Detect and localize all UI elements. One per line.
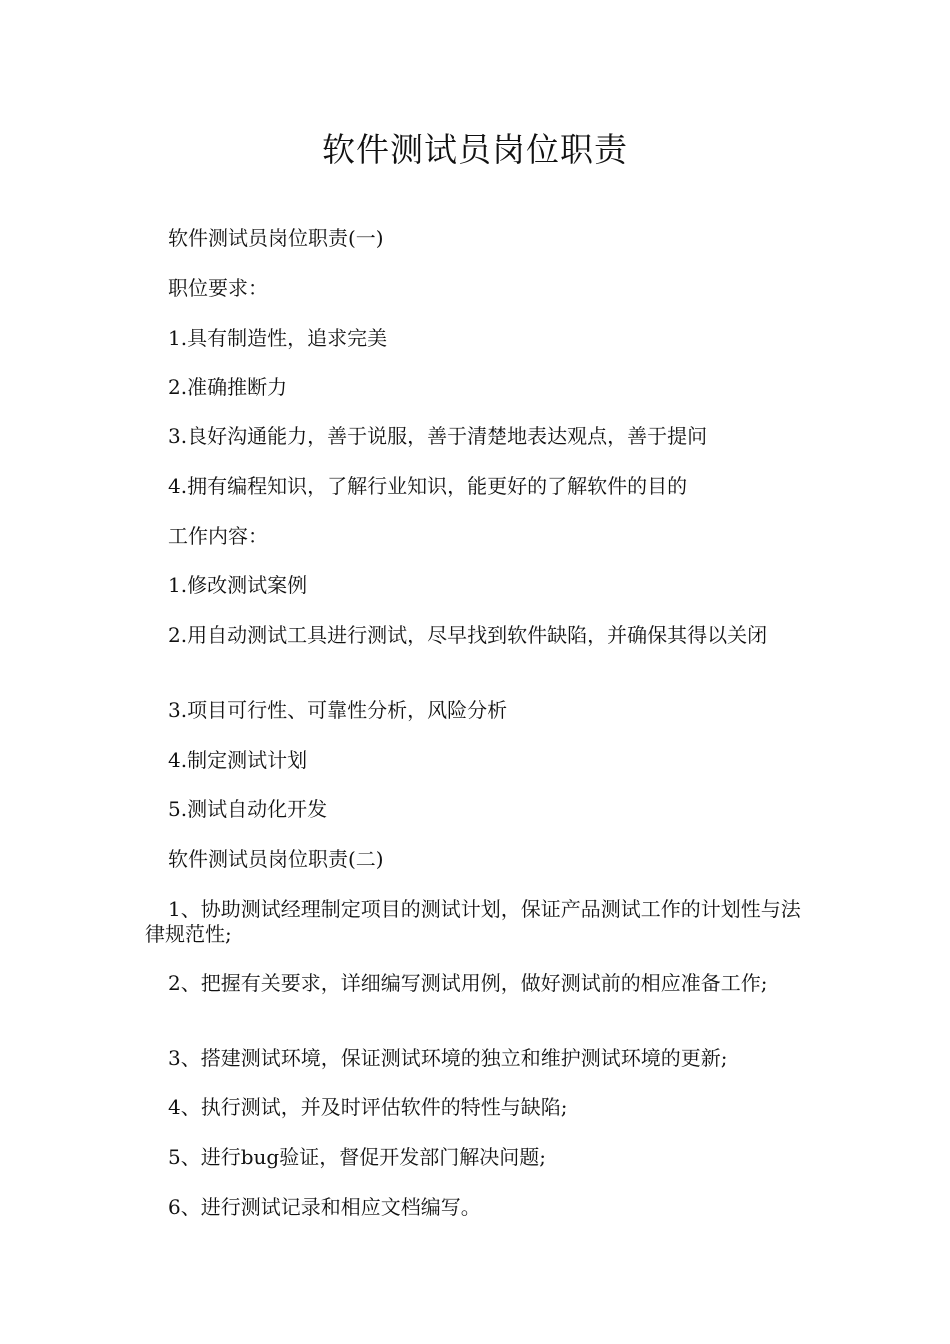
duty-item-4: 4、执行测试，并及时评估软件的特性与缺陷; <box>168 1095 568 1119</box>
work-item-4: 4.制定测试计划 <box>168 748 308 772</box>
duty-item-6: 6、进行测试记录和相应文档编写。 <box>168 1195 481 1219</box>
work-item-5: 5.测试自动化开发 <box>168 797 328 821</box>
duty-item-3: 3、搭建测试环境，保证测试环境的独立和维护测试环境的更新; <box>168 1046 728 1070</box>
section-heading-2: 软件测试员岗位职责(二) <box>168 847 384 871</box>
work-item-3: 3.项目可行性、可靠性分析，风险分析 <box>168 698 508 722</box>
work-item-2: 2.用自动测试工具进行测试，尽早找到软件缺陷，并确保其得以关闭 <box>168 623 768 647</box>
section-heading-1: 软件测试员岗位职责(一) <box>168 226 384 250</box>
duty-item-5: 5、进行bug验证，督促开发部门解决问题; <box>168 1145 546 1169</box>
requirement-item-3: 3.良好沟通能力，善于说服，善于清楚地表达观点，善于提问 <box>168 424 708 448</box>
duty-item-2: 2、把握有关要求，详细编写测试用例，做好测试前的相应准备工作; <box>168 971 768 995</box>
requirement-item-4: 4.拥有编程知识，了解行业知识，能更好的了解软件的目的 <box>168 474 688 498</box>
duty-item-1: 1、协助测试经理制定项目的测试计划，保证产品测试工作的计划性与法律规范性; <box>145 897 801 946</box>
subheading-requirements: 职位要求： <box>168 276 268 300</box>
work-item-1: 1.修改测试案例 <box>168 573 308 597</box>
requirement-item-2: 2.准确推断力 <box>168 375 288 399</box>
document-title: 软件测试员岗位职责 <box>322 130 628 169</box>
subheading-work-content: 工作内容： <box>168 524 268 548</box>
requirement-item-1: 1.具有制造性，追求完美 <box>168 326 388 350</box>
